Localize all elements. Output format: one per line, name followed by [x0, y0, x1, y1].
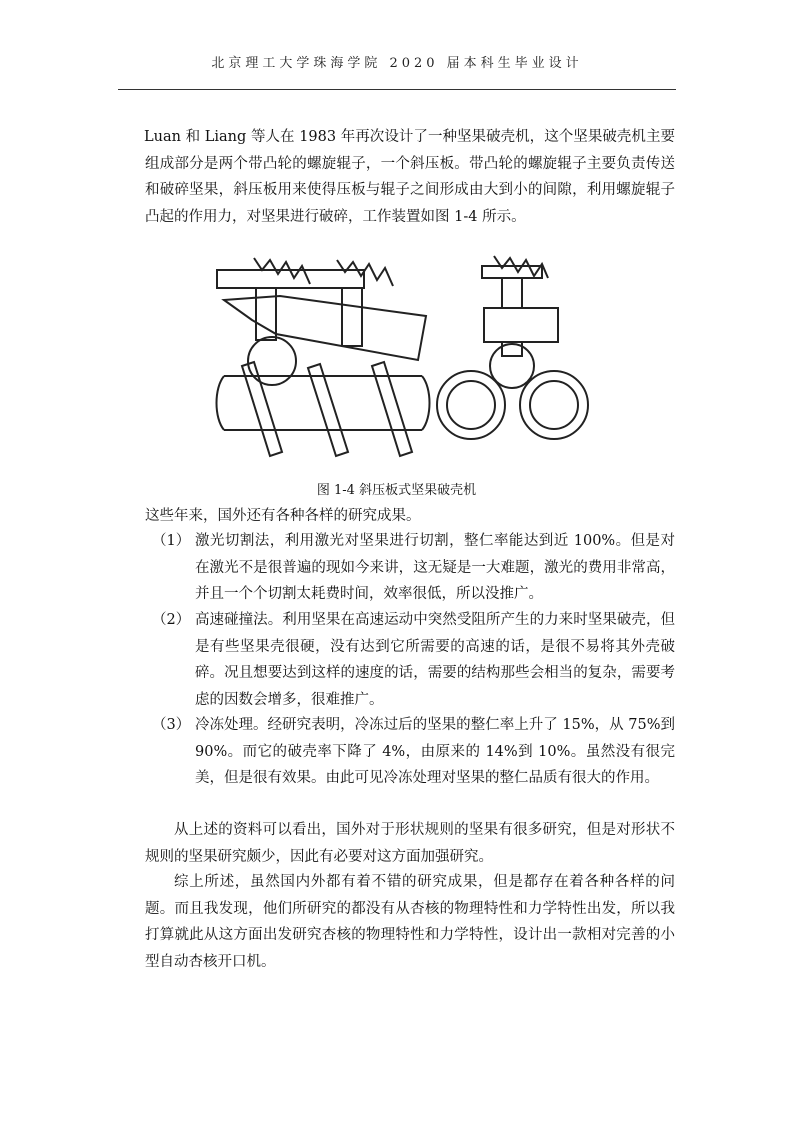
right-roller-inner	[530, 381, 578, 429]
paragraph-summary-2: 综上所述，虽然国内外都有着不错的研究成果，但是都存在着各种各样的问题。而且我发现，他们所研究的都没有从杏核的物理特性和力学特性出发，所以我打算就此从这方面出发研究杏核的物理特性和力学特性，设计出一款相对完善的小型自动杏核开口机。	[145, 874, 675, 970]
inclined-press-plate	[224, 296, 426, 360]
spring-side	[494, 256, 548, 278]
left-roller-inner	[447, 381, 495, 429]
header-rule	[118, 89, 676, 90]
list-item-number: （2）	[152, 612, 191, 628]
list-item-number: （3）	[152, 717, 191, 733]
figure-nut-cracker-diagram	[212, 248, 612, 466]
figure-caption: 图 1-4 斜压板式坚果破壳机	[316, 483, 477, 498]
lead-sentence: 这些年来，国外还有各种各样的研究成果。	[145, 508, 421, 524]
list-item-text: 激光切割法，利用激光对坚果进行切割，整仁率能达到近 100%。但是对在激光不是很普遍的现如今来讲，这无疑是一大难题，激光的费用非常高，并且一个个切割太耗费时间，效率很低，所以没推广。	[195, 533, 675, 602]
paragraph-intro: Luan 和 Liang 等人在 1983 年再次设计了一种坚果破壳机，这个坚果破壳机主要组成部分是两个带凸轮的螺旋辊子，一个斜压板。带凸轮的螺旋辊子主要负责传送和破碎坚果，斜压板用来使得压板与辊子之间形成由大到小的间隙，利用螺旋辊子凸起的作用力，对坚果进行破碎，工作装置如图 1-4 所示。	[144, 129, 675, 225]
page-header: 北京理工大学珠海学院 2020 届本科生毕业设计	[211, 56, 583, 71]
list-item-text: 冷冻处理。经研究表明，冷冻过后的坚果的整仁率上升了 15%，从 75%到 90%。而它的破壳率下降了 4%，由原来的 14%到 10%。虽然没有很完美，但是很有效果。由此可见冷冻处理对坚果的整仁品质有很大的作用。	[195, 717, 675, 786]
side-block	[484, 308, 558, 342]
paragraph-summary-1: 从上述的资料可以看出，国外对于形状规则的坚果有很多研究，但是对形状不规则的坚果研究颇少，因此有必要对这方面加强研究。	[145, 822, 675, 865]
list-item-number: （1）	[152, 533, 191, 549]
list-item-text: 高速碰撞法。利用坚果在高速运动中突然受阻所产生的力来时坚果破壳，但是有些坚果壳很硬，没有达到它所需要的高速的话，是很不易将其外壳破碎。况且想要达到这样的速度的话，需要的结构那些会相当的复杂，需要考虑的因数会增多，很难推广。	[195, 612, 675, 708]
nut-circle	[248, 337, 296, 385]
